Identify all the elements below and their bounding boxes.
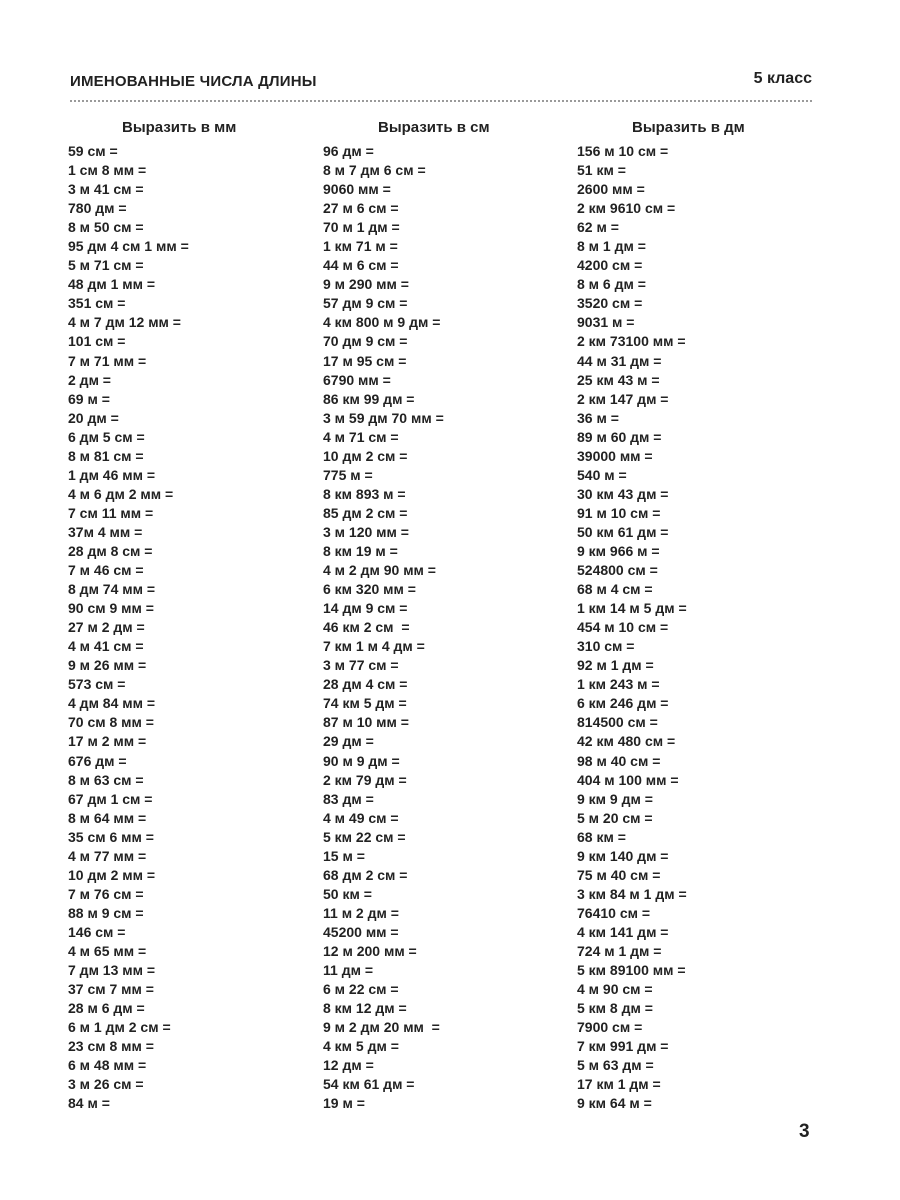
- exercise-item: 17 км 1 дм =: [577, 1076, 661, 1093]
- page-title: ИМЕНОВАННЫЕ ЧИСЛА ДЛИНЫ: [70, 73, 317, 90]
- exercise-item: 7 дм 13 мм =: [68, 962, 156, 979]
- page-number: 3: [799, 1121, 810, 1142]
- exercise-item: 87 м 10 мм =: [323, 714, 409, 731]
- exercise-item: 37 см 7 мм =: [68, 981, 154, 998]
- exercise-item: 75 м 40 см =: [577, 866, 661, 883]
- exercise-item: 7 км 991 дм =: [577, 1038, 669, 1055]
- exercise-item: 9 км 64 м =: [577, 1095, 652, 1112]
- exercise-item: 724 м 1 дм =: [577, 942, 662, 959]
- exercise-item: 17 м 2 мм =: [68, 733, 147, 750]
- column-mm: [68, 118, 308, 1113]
- exercise-item: 8 м 81 см =: [68, 447, 144, 464]
- exercise-item: 42 км 480 см =: [577, 733, 676, 750]
- exercise-item: 1 дм 46 мм =: [68, 466, 156, 483]
- exercise-item: 1 см 8 мм =: [68, 162, 147, 179]
- exercise-item: 6 м 1 дм 2 см =: [68, 1019, 171, 1036]
- exercise-item: 573 см =: [68, 676, 126, 693]
- exercise-item: 2600 мм =: [577, 181, 645, 198]
- exercise-item: 8 км 12 дм =: [323, 1000, 407, 1017]
- exercise-item: 6 м 48 мм =: [68, 1057, 147, 1074]
- exercise-item: 4 м 65 мм =: [68, 942, 147, 959]
- exercise-item: 11 дм =: [323, 962, 373, 979]
- exercise-item: 70 м 1 дм =: [323, 219, 400, 236]
- exercise-item: 9 км 966 м =: [577, 542, 660, 559]
- exercise-item: 540 м =: [577, 466, 627, 483]
- exercise-item: 44 м 6 см =: [323, 257, 399, 274]
- exercise-item: 5 км 8 дм =: [577, 1000, 653, 1017]
- exercise-item: 4 км 800 м 9 дм =: [323, 314, 441, 331]
- exercise-item: 6 км 246 дм =: [577, 695, 669, 712]
- exercise-item: 88 м 9 см =: [68, 904, 144, 921]
- exercise-item: 146 см =: [68, 923, 126, 940]
- exercise-item: 45200 мм =: [323, 923, 399, 940]
- exercise-item: 1 км 71 м =: [323, 238, 398, 255]
- exercise-item: 310 см =: [577, 638, 635, 655]
- exercise-item: 2 км 147 дм =: [577, 390, 669, 407]
- exercise-item: 59 см =: [68, 143, 118, 159]
- exercise-item: 101 см =: [68, 333, 126, 350]
- exercise-item: 4 м 90 см =: [577, 981, 653, 998]
- exercise-item: 84 м =: [68, 1095, 110, 1112]
- exercise-item: 1 км 14 м 5 дм =: [577, 600, 687, 617]
- exercise-item: 14 дм 9 см =: [323, 600, 408, 617]
- column-heading: Выразить в см: [378, 119, 490, 136]
- exercise-item: 10 дм 2 мм =: [68, 866, 156, 883]
- exercise-item: 4 дм 84 мм =: [68, 695, 156, 712]
- exercise-item: 17 м 95 см =: [323, 352, 407, 369]
- exercise-item: 35 см 6 мм =: [68, 828, 154, 845]
- exercise-item: 98 м 40 см =: [577, 752, 661, 769]
- exercise-item: 95 дм 4 см 1 мм =: [68, 238, 189, 255]
- exercise-list: [323, 142, 563, 1113]
- exercise-item: 404 м 100 мм =: [577, 771, 679, 788]
- exercise-item: 50 км 61 дм =: [577, 523, 669, 540]
- exercise-item: 50 км =: [323, 885, 372, 902]
- exercise-item: 11 м 2 дм =: [323, 904, 399, 921]
- exercise-item: 2 км 79 дм =: [323, 771, 407, 788]
- exercise-item: 156 м 10 см =: [577, 143, 669, 159]
- exercise-item: 4 м 2 дм 90 мм =: [323, 562, 436, 579]
- exercise-item: 3520 см =: [577, 295, 643, 312]
- exercise-item: 12 м 200 мм =: [323, 942, 417, 959]
- exercise-list: [577, 142, 817, 1113]
- exercise-item: 3 м 26 см =: [68, 1076, 144, 1093]
- exercise-item: 4 км 5 дм =: [323, 1038, 399, 1055]
- exercise-item: 48 дм 1 мм =: [68, 276, 156, 293]
- exercise-item: 29 дм =: [323, 733, 374, 750]
- exercise-item: 27 м 2 дм =: [68, 619, 145, 636]
- exercise-item: 68 м 4 см =: [577, 581, 653, 598]
- exercise-item: 67 дм 1 см =: [68, 790, 153, 807]
- exercise-item: 8 км 19 м =: [323, 542, 398, 559]
- exercise-item: 51 км =: [577, 162, 626, 179]
- exercise-item: 4200 см =: [577, 257, 643, 274]
- exercise-item: 8 км 893 м =: [323, 485, 406, 502]
- exercise-item: 19 м =: [323, 1095, 365, 1112]
- exercise-item: 46 км 2 см =: [323, 619, 410, 636]
- exercise-item: 36 м =: [577, 409, 619, 426]
- exercise-item: 54 км 61 дм =: [323, 1076, 415, 1093]
- exercise-item: 30 км 43 дм =: [577, 485, 669, 502]
- exercise-item: 3 м 77 см =: [323, 657, 399, 674]
- exercise-item: 5 м 63 дм =: [577, 1057, 654, 1074]
- exercise-item: 4 км 141 дм =: [577, 923, 669, 940]
- exercise-item: 9 км 140 дм =: [577, 847, 669, 864]
- exercise-item: 15 м =: [323, 847, 365, 864]
- exercise-item: 6 дм 5 см =: [68, 428, 145, 445]
- exercise-item: 28 м 6 дм =: [68, 1000, 145, 1017]
- exercise-item: 814500 см =: [577, 714, 658, 731]
- exercise-item: 62 м =: [577, 219, 619, 236]
- exercise-item: 5 м 20 см =: [577, 809, 653, 826]
- exercise-item: 8 м 64 мм =: [68, 809, 147, 826]
- exercise-item: 85 дм 2 см =: [323, 504, 408, 521]
- exercise-item: 4 м 7 дм 12 мм =: [68, 314, 181, 331]
- column-cm: [323, 118, 563, 1113]
- exercise-item: 44 м 31 дм =: [577, 352, 662, 369]
- exercise-item: 89 м 60 дм =: [577, 428, 662, 445]
- exercise-item: 4 м 41 см =: [68, 638, 144, 655]
- exercise-item: 8 м 50 см =: [68, 219, 144, 236]
- exercise-item: 27 м 6 см =: [323, 200, 399, 217]
- exercise-item: 8 дм 74 мм =: [68, 581, 156, 598]
- exercise-item: 7 м 46 см =: [68, 562, 144, 579]
- exercise-item: 8 м 1 дм =: [577, 238, 646, 255]
- exercise-item: 5 км 22 см =: [323, 828, 406, 845]
- exercise-item: 6 м 22 см =: [323, 981, 399, 998]
- exercise-item: 524800 см =: [577, 562, 658, 579]
- exercise-item: 83 дм =: [323, 790, 374, 807]
- exercise-item: 76410 см =: [577, 904, 651, 921]
- grade-label: 5 класс: [753, 70, 812, 87]
- exercise-item: 91 м 10 см =: [577, 504, 661, 521]
- exercise-item: 96 дм =: [323, 143, 374, 159]
- column-heading: Выразить в дм: [632, 119, 745, 136]
- exercise-item: 780 дм =: [68, 200, 127, 217]
- exercise-item: 39000 мм =: [577, 447, 653, 464]
- exercise-list: [68, 142, 308, 1113]
- exercise-item: 1 км 243 м =: [577, 676, 660, 693]
- exercise-item: 9060 мм =: [323, 181, 391, 198]
- exercise-item: 9031 м =: [577, 314, 635, 331]
- exercise-item: 351 см =: [68, 295, 126, 312]
- exercise-item: 7 м 71 мм =: [68, 352, 147, 369]
- exercise-item: 3 м 120 мм =: [323, 523, 409, 540]
- exercise-item: 775 м =: [323, 466, 373, 483]
- exercise-item: 28 дм 4 см =: [323, 676, 408, 693]
- exercise-item: 92 м 1 дм =: [577, 657, 654, 674]
- exercise-item: 6 км 320 мм =: [323, 581, 416, 598]
- exercise-item: 2 км 9610 см =: [577, 200, 676, 217]
- exercise-item: 8 м 63 см =: [68, 771, 144, 788]
- exercise-item: 23 см 8 мм =: [68, 1038, 154, 1055]
- column-dm: [577, 118, 817, 1113]
- exercise-item: 9 км 9 дм =: [577, 790, 653, 807]
- exercise-item: 2 км 73100 мм =: [577, 333, 686, 350]
- exercise-item: 3 м 41 см =: [68, 181, 144, 198]
- exercise-item: 4 м 77 мм =: [68, 847, 147, 864]
- exercise-item: 8 м 7 дм 6 см =: [323, 162, 426, 179]
- page-header: [70, 70, 812, 100]
- exercise-item: 86 км 99 дм =: [323, 390, 415, 407]
- exercise-item: 9 м 2 дм 20 мм =: [323, 1019, 440, 1036]
- exercise-item: 12 дм =: [323, 1057, 374, 1074]
- exercise-item: 9 м 26 мм =: [68, 657, 147, 674]
- exercise-item: 69 м =: [68, 390, 110, 407]
- exercise-item: 7 м 76 см =: [68, 885, 144, 902]
- exercise-item: 37м 4 мм =: [68, 523, 143, 540]
- exercise-item: 20 дм =: [68, 409, 119, 426]
- dotted-divider: [70, 100, 812, 102]
- exercise-item: 3 м 59 дм 70 мм =: [323, 409, 444, 426]
- exercise-item: 454 м 10 см =: [577, 619, 669, 636]
- exercise-item: 6790 мм =: [323, 371, 391, 388]
- exercise-item: 74 км 5 дм =: [323, 695, 407, 712]
- exercise-item: 4 м 6 дм 2 мм =: [68, 485, 174, 502]
- exercise-item: 28 дм 8 см =: [68, 542, 153, 559]
- exercise-item: 5 км 89100 мм =: [577, 962, 686, 979]
- exercise-item: 57 дм 9 см =: [323, 295, 408, 312]
- exercise-item: 2 дм =: [68, 371, 111, 388]
- exercise-item: 7900 см =: [577, 1019, 643, 1036]
- column-heading: Выразить в мм: [122, 119, 237, 136]
- exercise-item: 8 м 6 дм =: [577, 276, 646, 293]
- exercise-item: 10 дм 2 см =: [323, 447, 408, 464]
- exercise-item: 5 м 71 см =: [68, 257, 144, 274]
- exercise-item: 25 км 43 м =: [577, 371, 660, 388]
- exercise-item: 90 см 9 мм =: [68, 600, 154, 617]
- exercise-item: 9 м 290 мм =: [323, 276, 409, 293]
- exercise-item: 70 дм 9 см =: [323, 333, 408, 350]
- exercise-item: 70 см 8 мм =: [68, 714, 154, 731]
- exercise-item: 4 м 71 см =: [323, 428, 399, 445]
- exercise-item: 7 см 11 мм =: [68, 504, 154, 521]
- exercise-item: 3 км 84 м 1 дм =: [577, 885, 687, 902]
- exercise-item: 68 км =: [577, 828, 626, 845]
- exercise-item: 7 км 1 м 4 дм =: [323, 638, 425, 655]
- exercise-item: 68 дм 2 см =: [323, 866, 408, 883]
- exercise-item: 90 м 9 дм =: [323, 752, 400, 769]
- exercise-item: 4 м 49 см =: [323, 809, 399, 826]
- exercise-item: 676 дм =: [68, 752, 127, 769]
